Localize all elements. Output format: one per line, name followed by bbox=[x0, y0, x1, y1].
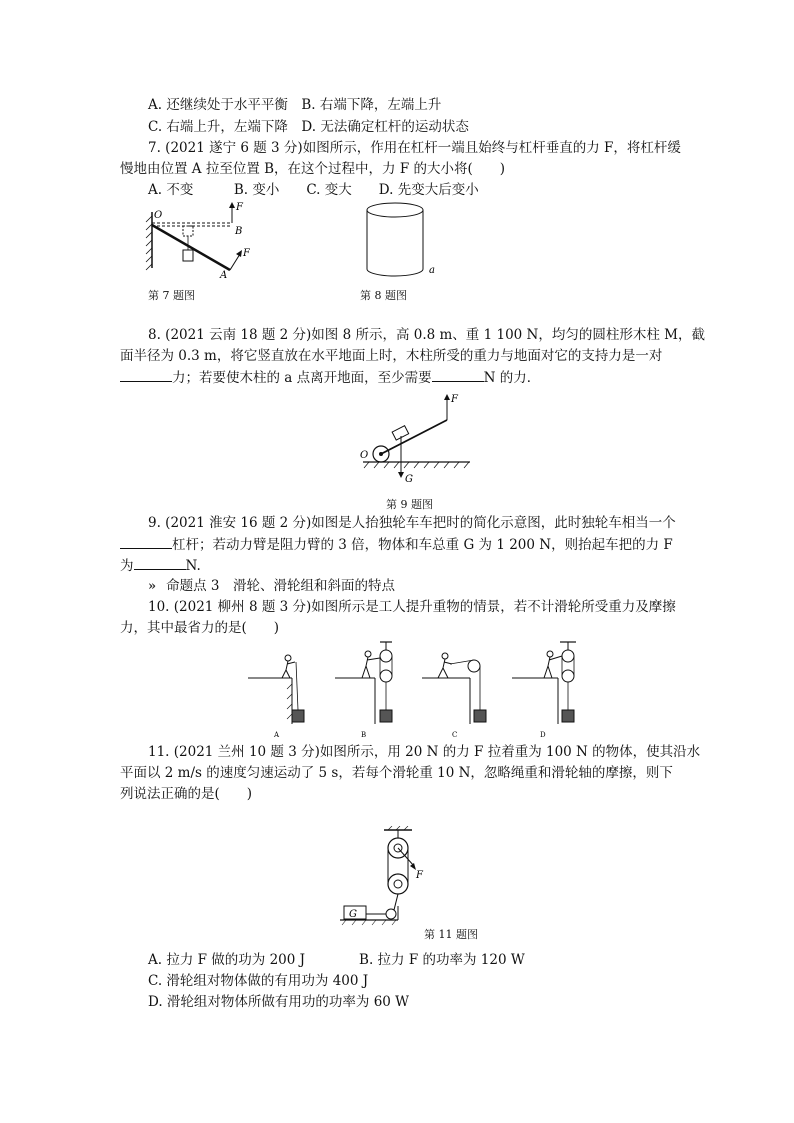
q9-stem-line3-post: N. bbox=[185, 558, 201, 574]
q8-stem-line3-end: N 的力． bbox=[483, 370, 541, 386]
q9-blank-2[interactable] bbox=[134, 556, 186, 570]
fig7-label-a: A bbox=[220, 270, 228, 281]
fig10-scene-b bbox=[335, 642, 392, 724]
fig7-caption: 第 7 题图 bbox=[148, 289, 195, 302]
q7-options: A. 不变 B. 变小 C. 变大 D. 先变大后变小 bbox=[148, 182, 479, 198]
q9-stem-line2 bbox=[120, 535, 673, 554]
q11-stem-line1: 11. (2021 兰州 10 题 3 分)如图所示，用 20 N 的力 F 拉着重为 100 N 的物体，使其沿水 bbox=[148, 744, 701, 760]
fig10-scene-c bbox=[422, 653, 486, 724]
fig7-lever-diagram bbox=[140, 198, 250, 282]
q9-stem-line3-pre: 为 bbox=[120, 558, 134, 574]
q7-stem-line1: 7. (2021 遂宁 6 题 3 分)如图所示，作用在杠杆一端且始终与杠杆垂直的力 F，将杠杆缓 bbox=[148, 140, 681, 156]
q6-options-cd: C. 右端上升，左端下降 D. 无法确定杠杆的运动状态 bbox=[148, 119, 469, 135]
fig8-label-a: a bbox=[429, 265, 435, 276]
q11-option-c: C. 滑轮组对物体做的有用功为 400 J bbox=[148, 973, 369, 989]
fig8-caption: 第 8 题图 bbox=[360, 289, 407, 302]
q11-stem-line3: 列说法正确的是( ) bbox=[120, 786, 253, 802]
q11-option-d: D. 滑轮组对物体所做有用功的功率为 60 W bbox=[148, 994, 410, 1010]
fig11-label-g: G bbox=[349, 909, 357, 920]
q9-stem-line3 bbox=[120, 556, 201, 575]
section-heading bbox=[148, 577, 395, 596]
q9-blank-1[interactable] bbox=[120, 535, 172, 549]
fig10-pulley-scenes bbox=[240, 636, 585, 740]
section-title: 命题点 3 滑轮、滑轮组和斜面的特点 bbox=[166, 578, 396, 594]
fig10-scene-a bbox=[248, 655, 304, 724]
double-chevron-icon: » bbox=[148, 579, 157, 594]
fig11-caption: 第 11 题图 bbox=[424, 928, 478, 941]
q8-blank-1[interactable] bbox=[120, 368, 172, 382]
fig10-scene-d bbox=[512, 642, 576, 724]
fig7-label-f-low: F bbox=[243, 248, 250, 259]
fig7-label-o: O bbox=[154, 210, 163, 221]
q9-stem-line2-text: 杠杆；若动力臂是阻力臂的 3 倍，物体和车总重 G 为 1 200 N，则抬起车把的力 F bbox=[172, 537, 673, 553]
q6-options-ab: A. 还继续处于水平平衡 B. 右端下降，左端上升 bbox=[148, 97, 442, 113]
fig9-label-o: O bbox=[360, 450, 369, 461]
fig9-label-g: G bbox=[405, 474, 413, 485]
fig10-label-d: D bbox=[540, 731, 546, 739]
fig11-pulley-system bbox=[336, 826, 436, 930]
q9-stem-line1: 9. (2021 淮安 16 题 2 分)如图是人抬独轮车车把时的简化示意图，此时独轮车相当一个 bbox=[148, 515, 676, 531]
fig7-label-b: B bbox=[235, 226, 243, 237]
q10-stem-line1: 10. (2021 柳州 8 题 3 分)如图所示是工人提升重物的情景，若不计滑轮所受重力及摩擦 bbox=[148, 599, 676, 615]
q11-options-ab: A. 拉力 F 做的功为 200 J B. 拉力 F 的功率为 120 W bbox=[148, 952, 525, 968]
fig9-caption: 第 9 题图 bbox=[386, 498, 433, 511]
fig10-label-b: B bbox=[361, 731, 367, 739]
q8-stem-line1: 8. (2021 云南 18 题 2 分)如图 8 所示，高 0.8 m、重 1 100 N，均匀的圆柱形木柱 M，截 bbox=[148, 327, 705, 343]
fig8-cylinder-diagram bbox=[360, 198, 450, 282]
q11-stem-line2: 平面以 2 m/s 的速度匀速运动了 5 s，若每个滑轮重 10 N，忽略绳重和滑轮轴的摩擦，则下 bbox=[120, 765, 673, 781]
q8-blank-2[interactable] bbox=[432, 368, 484, 382]
fig9-label-f: F bbox=[451, 394, 458, 405]
fig9-wheelbarrow-diagram bbox=[355, 392, 475, 488]
fig11-label-f: F bbox=[416, 870, 423, 881]
q8-stem-line3 bbox=[120, 368, 540, 387]
q7-stem-line2: 慢地由位置 A 拉至位置 B，在这个过程中，力 F 的大小将( ) bbox=[120, 161, 506, 177]
q8-stem-line2: 面半径为 0.3 m，将它竖直放在水平地面上时，木柱所受的重力与地面对它的支持力是一对 bbox=[120, 348, 663, 364]
q8-stem-line3-text: 力；若要使木柱的 a 点离开地面，至少需要 bbox=[172, 370, 432, 386]
fig10-label-c: C bbox=[452, 731, 458, 739]
q10-stem-line2: 力，其中最省力的是( ) bbox=[120, 620, 280, 636]
fig10-label-a: A bbox=[274, 731, 280, 739]
fig7-label-f-top: F bbox=[236, 202, 243, 213]
